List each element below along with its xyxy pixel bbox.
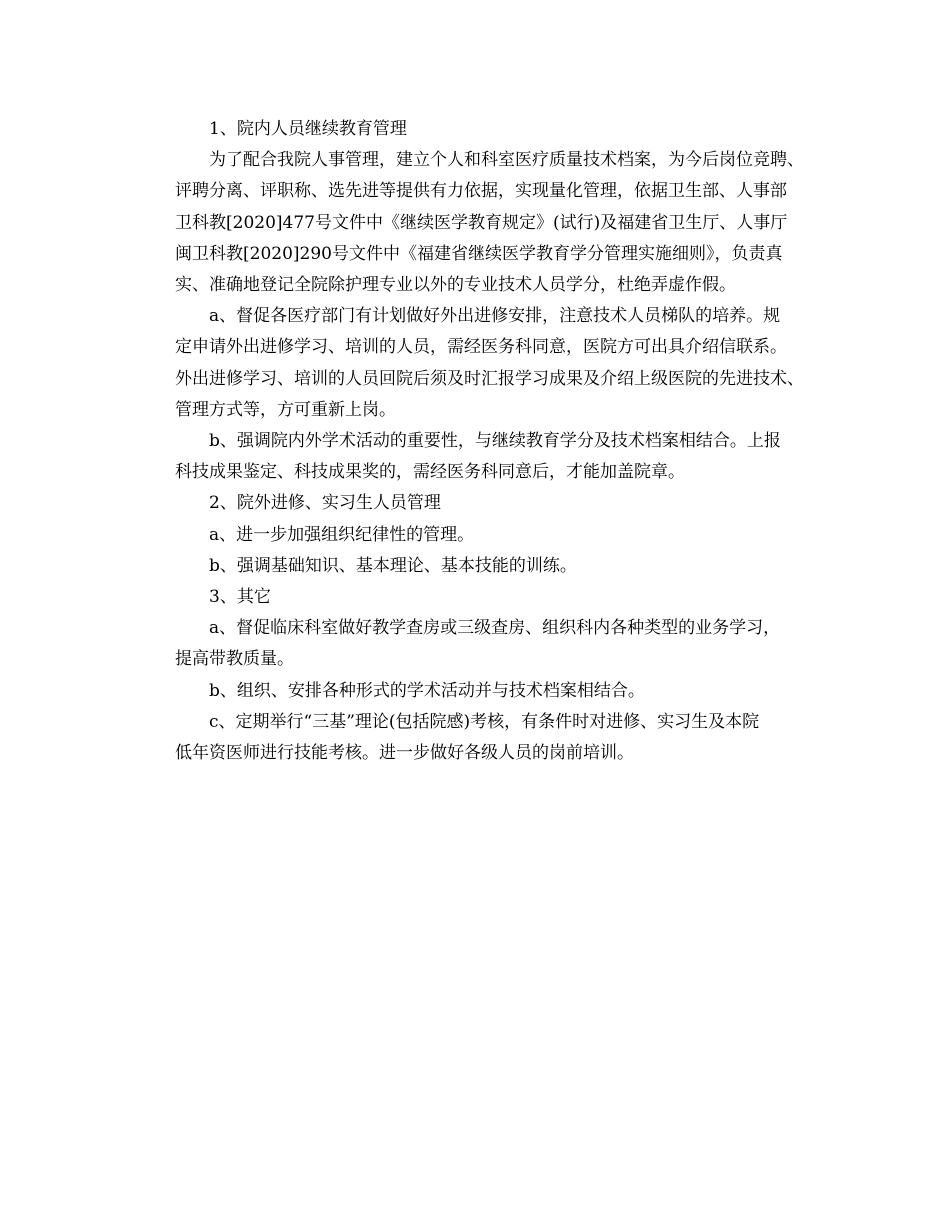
text-line: 定申请外出进修学习、培训的人员，需经医务科同意，医院方可出具介绍信联系。 (175, 337, 787, 358)
paragraph-item-3c (141, 707, 813, 769)
text-line: 科技成果鉴定、科技成果奖的，需经医务科同意后，才能加盖院章。 (175, 462, 685, 483)
text-line: 1、院内人员继续教育管理 (209, 119, 407, 139)
text-line: 低年资医师进行技能考核。进一步做好各级人员的岗前培训。 (175, 743, 634, 764)
text-line: 提高带教质量。 (175, 649, 294, 670)
text-line: a、督促临床科室做好教学查房或三级查房、组织科内各种类型的业务学习， (209, 618, 781, 639)
text-line: 管理方式等，方可重新上岗。 (175, 399, 396, 420)
text-line: c、定期举行“三基”理论(包括院感)考核，有条件时对进修、实习生及本院 (209, 711, 760, 732)
heading-section-2 (141, 488, 813, 519)
paragraph-item-2b (141, 551, 813, 582)
paragraph-item-2a (141, 520, 813, 551)
text-line: a、进一步加强组织纪律性的管理。 (209, 524, 475, 545)
text-line: 评聘分离、评职称、选先进等提供有力依据，实现量化管理，依据卫生部、人事部 (175, 181, 787, 202)
text-line: a、督促各医疗部门有计划做好外出进修安排，注意技术人员梯队的培养。规 (209, 306, 781, 327)
text-line: b、强调院内外学术活动的重要性，与继续教育学分及技术档案相结合。上报 (209, 431, 781, 452)
paragraph-item-3b (141, 676, 813, 707)
paragraph-item-1b (141, 426, 813, 488)
paragraph-item-3a (141, 613, 813, 675)
text-line: 为了配合我院人事管理，建立个人和科室医疗质量技术档案，为今后岗位竞聘、 (209, 150, 804, 171)
text-line: 闽卫科教[2020]290号文件中《福建省继续医学教育学分管理实施细则》，负责真 (175, 243, 783, 264)
paragraph-intro (141, 145, 813, 301)
text-line: 2、院外进修、实习生人员管理 (209, 493, 441, 514)
text-line: 外出进修学习、培训的人员回院后须及时汇报学习成果及介绍上级医院的先进技术、 (175, 368, 804, 389)
text-line: b、强调基础知识、基本理论、基本技能的训练。 (209, 555, 577, 576)
heading-section-1 (141, 114, 813, 145)
text-line: 实、准确地登记全院除护理专业以外的专业技术人员学分，杜绝弄虚作假。 (175, 275, 736, 296)
text-line: b、组织、安排各种形式的学术活动并与技术档案相结合。 (209, 680, 645, 701)
heading-section-3 (141, 582, 813, 613)
document-page (141, 114, 813, 769)
text-line: 卫科教[2020]477号文件中《继续医学教育规定》(试行)及福建省卫生厅、人事厅 (175, 212, 788, 233)
text-line: 3、其它 (209, 587, 271, 608)
paragraph-item-1a (141, 301, 813, 426)
